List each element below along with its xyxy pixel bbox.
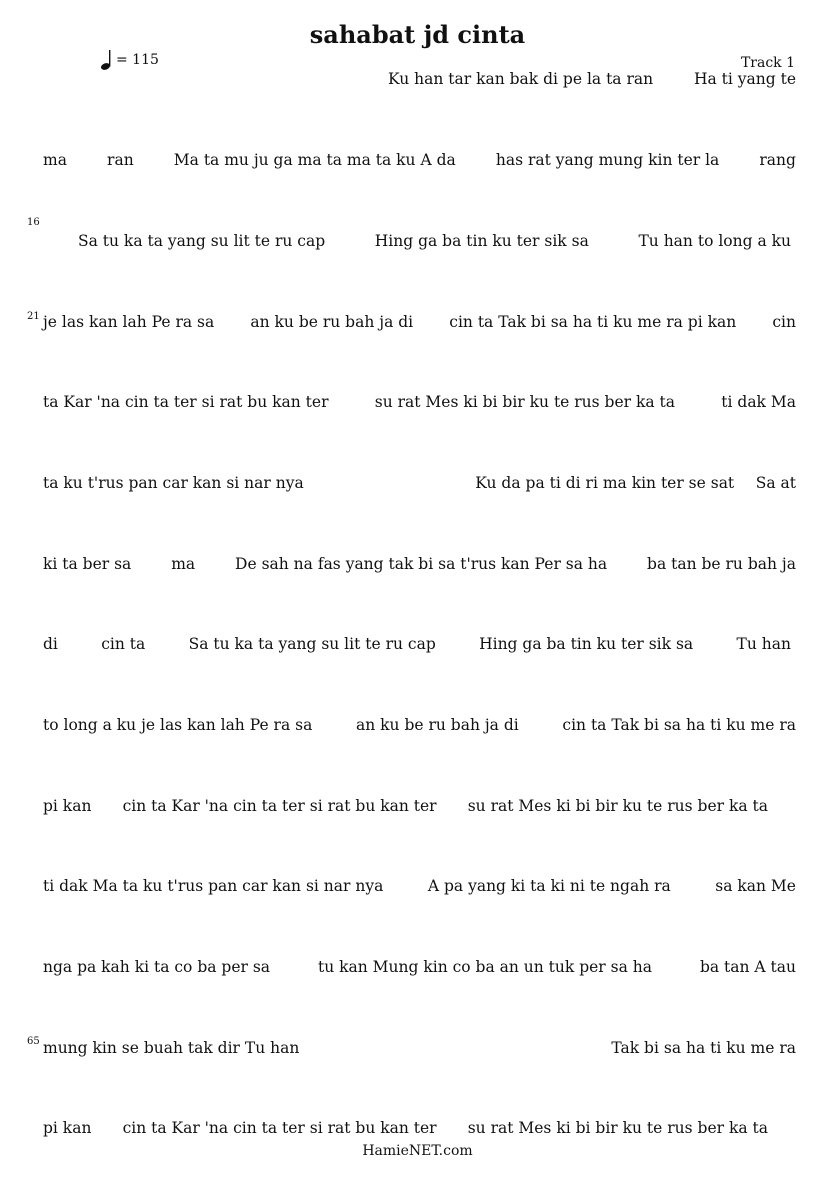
song-title: sahabat jd cinta [309, 20, 526, 49]
lyric-line [43, 797, 768, 819]
lyric-segment: ti dak Ma ta ku t'rus pan car kan si nar nya [43, 877, 384, 895]
lyric-segment: rang [759, 151, 796, 169]
lyric-line [43, 635, 791, 657]
lyric-segment: cin ta Tak bi sa ha ti ku me ra pi kan [449, 313, 737, 331]
lyric-segment: su rat Mes ki bi bir ku te rus ber ka ta [374, 393, 676, 411]
lyric-segment: je las kan lah Pe ra sa [43, 313, 215, 331]
lyric-line [43, 151, 796, 173]
lyric-segment: tu kan Mung kin co ba an un tuk per sa ha [317, 958, 652, 976]
lyric-segment: Tu han [736, 635, 791, 653]
lyric-segment: Tu han to long a ku [638, 232, 791, 250]
lyric-segment: cin [772, 313, 796, 331]
lyric-line [43, 313, 796, 335]
lyric-segment: to long a ku je las kan lah Pe ra sa [43, 716, 313, 734]
measure-number: 65 [27, 1036, 40, 1047]
lyric-line [388, 70, 796, 92]
lyric-line [43, 1119, 768, 1141]
lyric-segment: Hing ga ba tin ku ter sik sa [374, 232, 589, 250]
lyric-segment: A pa yang ki ta ki ni te ngah ra [427, 877, 671, 895]
lyric-segment: ki ta ber sa [43, 555, 132, 573]
track-label: Track 1 [740, 55, 795, 71]
lyric-segment: Ma ta mu ju ga ma ta ma ta ku A da [173, 151, 456, 169]
lyric-line [43, 958, 796, 980]
lyric-segment: Sa tu ka ta yang su lit te ru cap [78, 232, 326, 250]
lyric-segment: pi kan [43, 1119, 92, 1137]
lyric-segment: ta Kar 'na cin ta ter si rat bu kan ter [43, 393, 329, 411]
measure-number: 21 [27, 311, 40, 322]
lyric-line [43, 474, 796, 496]
lyric-segment: an ku be ru bah ja di [356, 716, 519, 734]
lyric-segment: ma [43, 151, 67, 169]
lyric-line [43, 716, 796, 738]
lyric-line [43, 1039, 796, 1061]
lyric-segment: cin ta Kar 'na cin ta ter si rat bu kan ter [122, 797, 437, 815]
lyric-segment: ba tan be ru bah ja [647, 555, 796, 573]
lyric-segment: cin ta Kar 'na cin ta ter si rat bu kan ter [122, 1119, 437, 1137]
lyric-segment: sa kan Me [715, 877, 796, 895]
measure-number: 16 [27, 217, 40, 228]
lyric-segment: cin ta Tak bi sa ha ti ku me ra [562, 716, 796, 734]
lyric-segment: ma [171, 555, 196, 573]
lyric-segment: De sah na fas yang tak bi sa t'rus kan Per sa ha [235, 555, 608, 573]
lyric-line [43, 877, 796, 899]
lyric-segment: ran [107, 151, 134, 169]
lyric-segment: su rat Mes ki bi bir ku te rus ber ka ta [467, 797, 768, 815]
lyric-segment: di [43, 635, 58, 653]
lyric-segment: Ku da pa ti di ri ma kin ter se sat [475, 474, 735, 492]
lyric-segment: ti dak Ma [721, 393, 796, 411]
lyric-line [78, 232, 791, 254]
lyric-segment: Ha ti yang te [693, 70, 796, 88]
quarter-note-icon [100, 49, 114, 71]
lyric-segment: Sa at [755, 474, 796, 492]
lyric-segment: cin ta [101, 635, 146, 653]
lyric-line [43, 555, 796, 577]
lyric-segment: Hing ga ba tin ku ter sik sa [479, 635, 694, 653]
lyric-segment: ta ku t'rus pan car kan si nar nya [43, 474, 304, 492]
lyric-segment: Tak bi sa ha ti ku me ra [611, 1039, 796, 1057]
tempo-value: = 115 [116, 52, 159, 68]
lyric-segment: su rat Mes ki bi bir ku te rus ber ka ta [467, 1119, 768, 1137]
footer-credit: HamieNET.com [362, 1143, 473, 1159]
tempo-marking [100, 48, 159, 72]
lyric-segment: Sa tu ka ta yang su lit te ru cap [188, 635, 436, 653]
lyric-segment: an ku be ru bah ja di [250, 313, 414, 331]
lyric-segment: nga pa kah ki ta co ba per sa [43, 958, 271, 976]
lyric-segment: pi kan [43, 797, 92, 815]
lyric-segment: Ku han tar kan bak di pe la ta ran [388, 70, 654, 88]
lyric-line [43, 393, 796, 415]
lyric-segment: ba tan A tau [699, 958, 796, 976]
lyric-segment: mung kin se buah tak dir Tu han [43, 1039, 300, 1057]
lyric-segment: has rat yang mung kin ter la [495, 151, 720, 169]
